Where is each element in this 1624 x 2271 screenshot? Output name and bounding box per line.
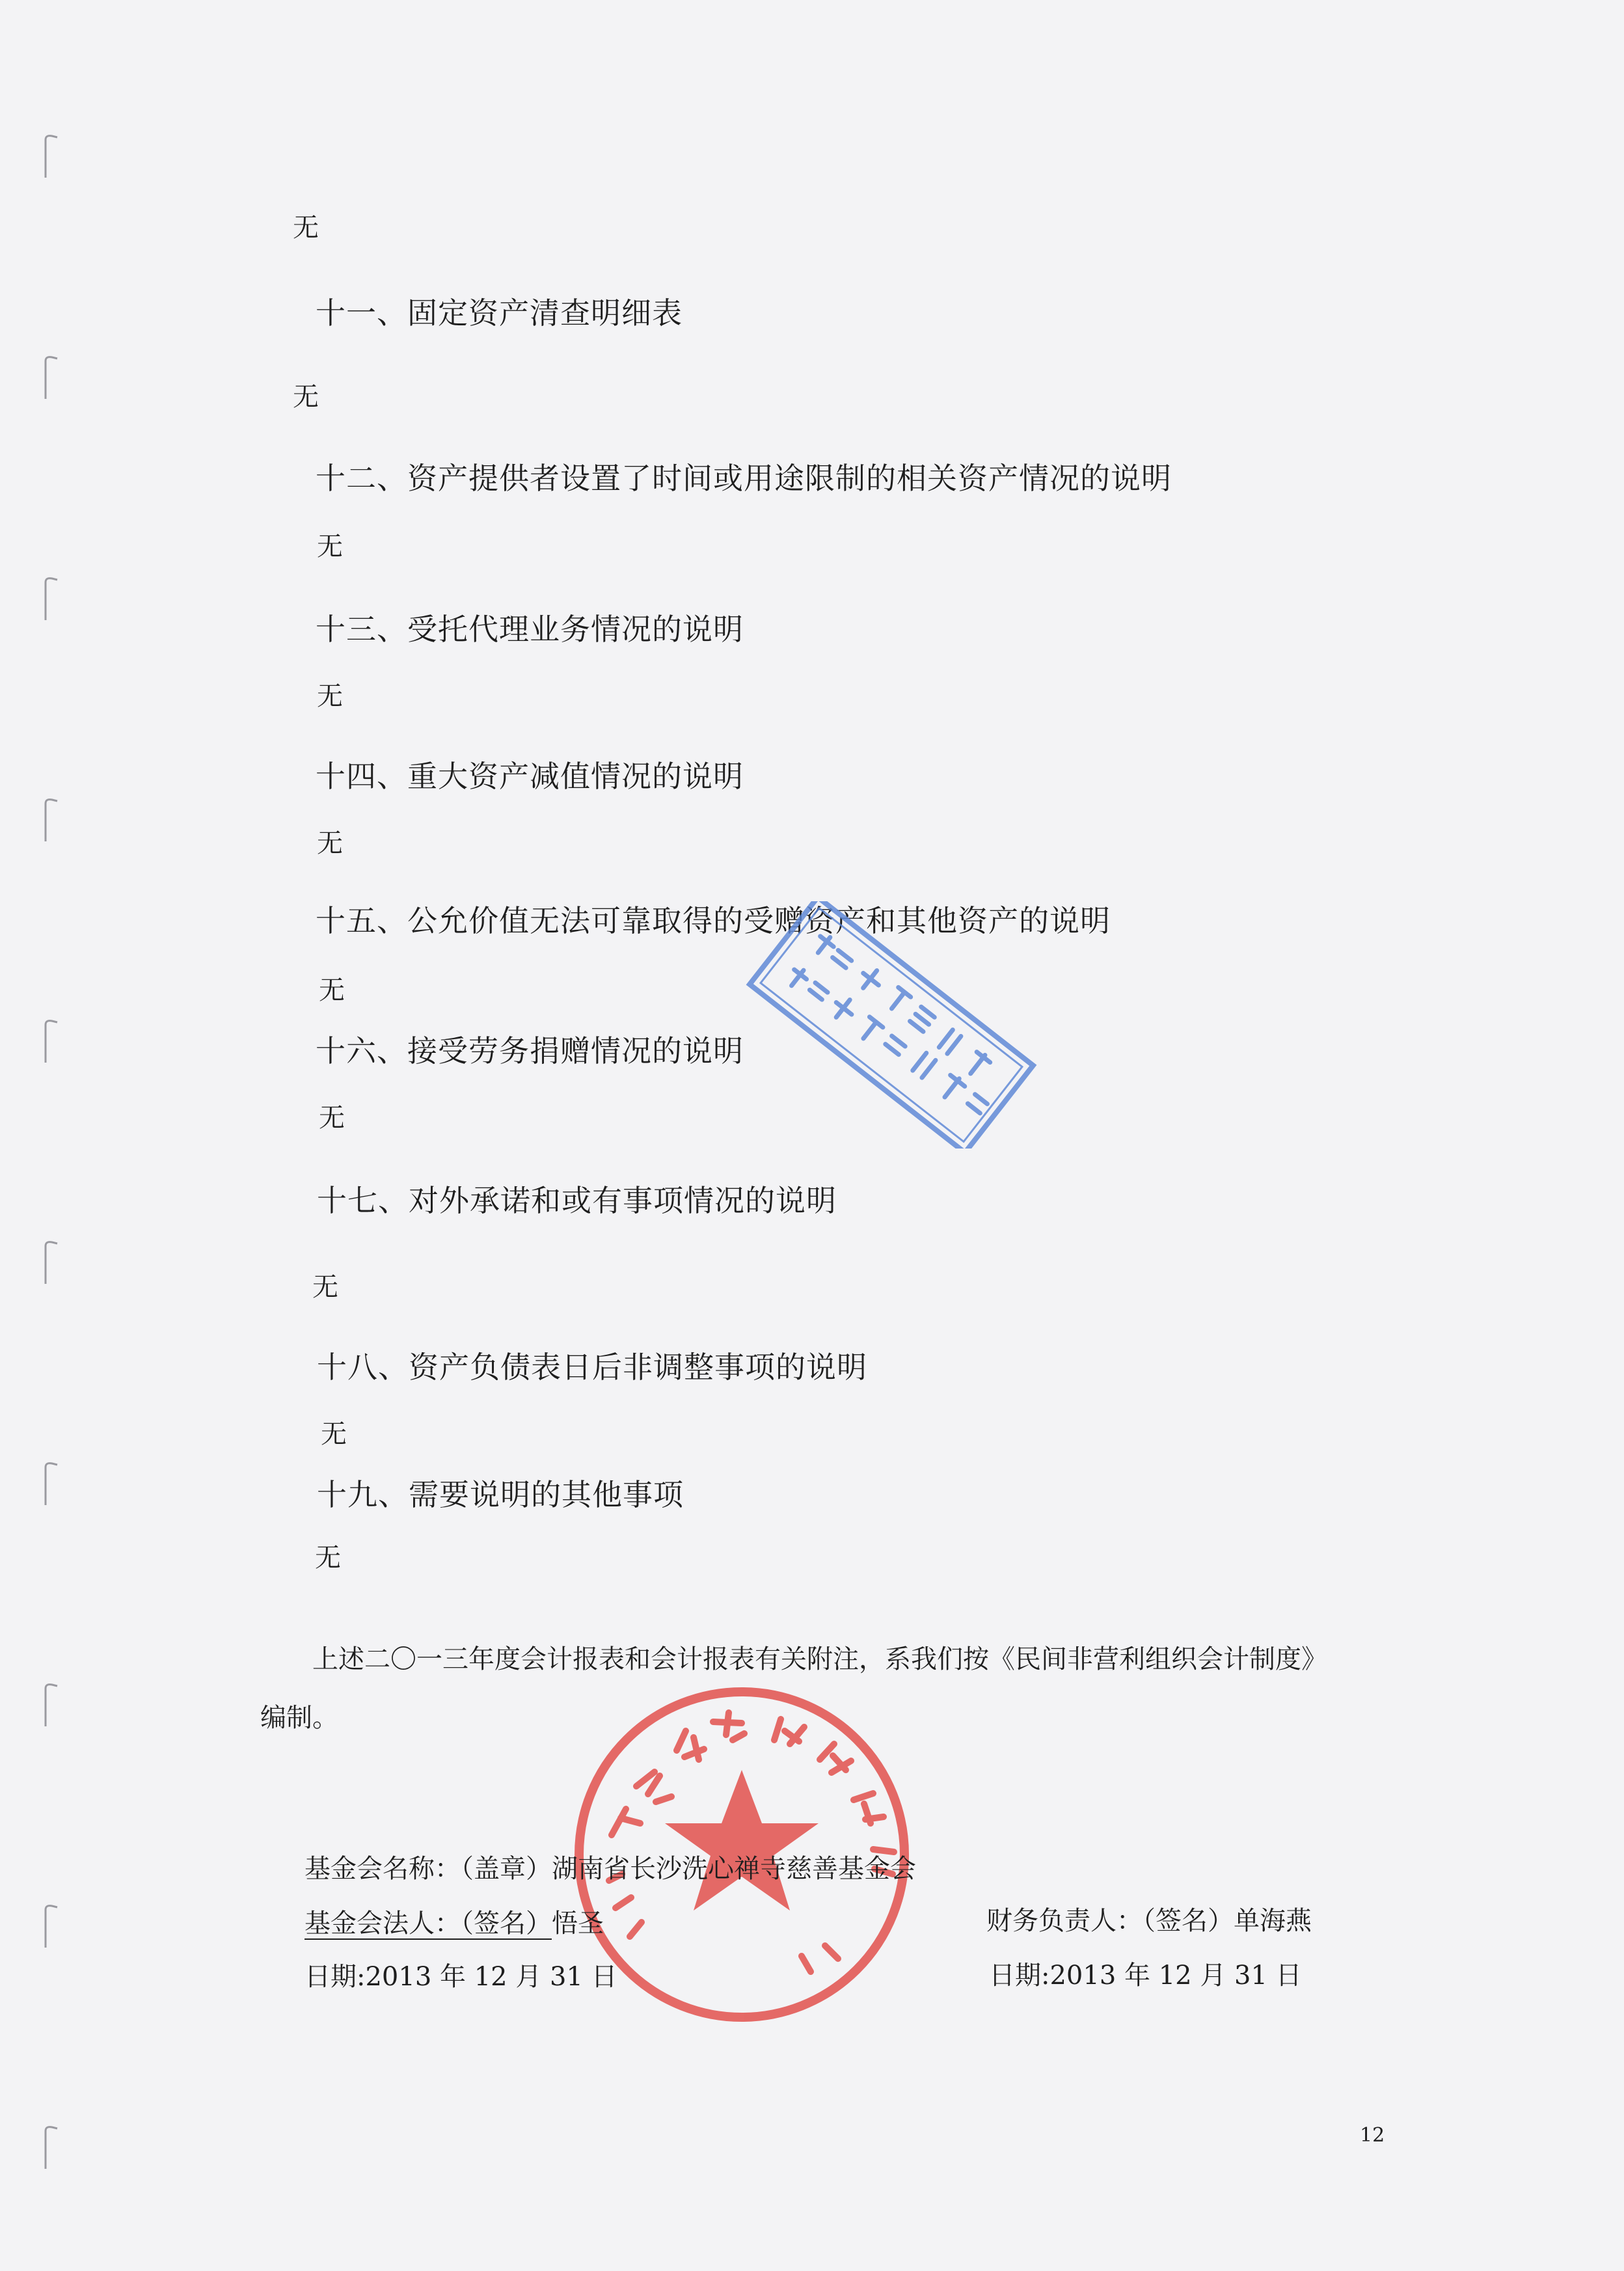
section-heading: 十五、公允价值无法可靠取得的受赠资产和其他资产的说明 [316,903,1111,938]
section-heading: 十九、需要说明的其他事项 [317,1477,684,1512]
section-heading: 十二、资产提供者设置了时间或用途限制的相关资产情况的说明 [316,461,1172,496]
section-body: 无 [317,681,343,711]
org-name-line: 基金会名称：（盖章）湖南省长沙洗心禅寺慈善基金会 [304,1854,916,1884]
binder-hole [43,797,60,843]
binder-hole [43,576,60,621]
section-body: 无 [317,532,343,562]
legal-rep-line [304,1911,604,1937]
binder-hole [43,2125,60,2170]
section-body: 无 [317,828,343,858]
binder-hole [43,1903,60,1949]
section-body: 无 [321,1419,347,1449]
legal-rep-signature: 悟圣 [552,1909,604,1938]
statement-line-1: 上述二〇一三年度会计报表和会计报表有关附注，系我们按《民间非营利组织会计制度》 [312,1644,1327,1674]
binder-hole [43,133,60,179]
binder-hole [43,1018,60,1064]
binder-hole [43,1682,60,1728]
finance-head-line: 财务负责人：（签名）单海燕 [986,1906,1312,1936]
binder-hole [43,1461,60,1506]
section-body: 无 [315,1543,341,1573]
section-body: 无 [312,1272,338,1302]
section-heading: 十六、接受劳务捐赠情况的说明 [316,1033,744,1068]
section-heading: 十四、重大资产减值情况的说明 [316,759,744,794]
section-body: 无 [293,213,319,243]
legal-rep-label: 基金会法人：（签名） [304,1909,552,1938]
section-heading: 十三、受托代理业务情况的说明 [316,612,744,647]
binder-hole [43,1240,60,1285]
binder-hole [43,355,60,400]
page-number: 12 [1360,2124,1385,2147]
section-body: 无 [293,382,319,412]
section-heading: 十七、对外承诺和或有事项情况的说明 [317,1183,837,1218]
date-right: 日期:2013 年 12 月 31 日 [989,1961,1302,1991]
statement-line-2: 编制。 [260,1703,338,1733]
section-body: 无 [319,1103,345,1133]
verification-stamp [722,901,1061,1149]
date-left: 日期:2013 年 12 月 31 日 [304,1962,617,1992]
section-body: 无 [319,975,345,1005]
section-heading: 十八、资产负债表日后非调整事项的说明 [317,1350,867,1385]
section-heading: 十一、固定资产清查明细表 [316,295,683,331]
